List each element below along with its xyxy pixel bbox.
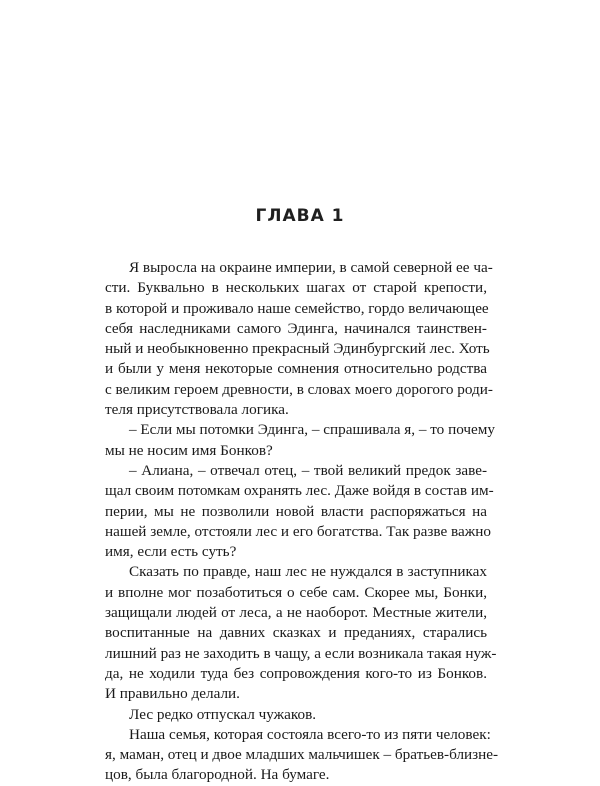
text-line: и были у меня некоторые сомнения относительно родства [105, 360, 487, 378]
text-line: – Алиана, – отвечал отец, – твой великий предок заве- [129, 461, 487, 479]
text-line: и вполне мог позаботиться о себе сам. Скорее мы, Бонки, [105, 583, 487, 601]
text-line: цов, была благородной. На бумаге. [105, 766, 330, 784]
text-line: мы не носим имя Бонков? [105, 441, 273, 459]
text-line: теля присутствовала логика. [105, 401, 289, 419]
text-line: я, маман, отец и двое младших мальчишек – братьев-близне- [105, 746, 499, 764]
text-line: щал своим потомкам охранять лес. Даже войдя в состав им- [105, 482, 494, 500]
text-line: перии, мы не позволили новой власти распоряжаться на [105, 502, 487, 520]
text-line: Наша семья, которая состояла всего-то из пяти человек: [129, 725, 491, 743]
text-line: имя, если есть суть? [105, 543, 237, 561]
text-line: Сказать по правде, наш лес не нуждался в заступниках [129, 563, 487, 581]
text-line: в которой и проживало наше семейство, гордо величающее [105, 299, 489, 317]
text-line: да, не ходили туда без сопровождения кого-то из Бонков. [105, 664, 487, 682]
text-line: себя наследниками самого Эдинга, начинался таинствен- [105, 319, 487, 337]
text-line: с великим героем древности, в словах моего дорогого роди- [105, 380, 493, 398]
text-line: защищали людей от леса, а не наоборот. Местные жители, [105, 604, 487, 622]
text-line: И правильно делали. [105, 685, 240, 703]
text-line: воспитанные на давних сказках и преданиях, старались [105, 624, 487, 642]
text-line: Лес редко отпускал чужаков. [129, 705, 317, 723]
text-line: лишний раз не заходить в чащу, а если возникала такая нуж- [105, 644, 497, 662]
chapter-title: ГЛАВА 1 [255, 206, 345, 226]
text-line: – Если мы потомки Эдинга, – спрашивала я, – то почему [129, 421, 495, 439]
text-line: ный и необыкновенно прекрасный Эдинбургский лес. Хоть [105, 340, 490, 358]
text-line: сти. Буквально в нескольких шагах от старой крепости, [105, 279, 487, 297]
text-line: нашей земле, отстояли лес и его богатства. Так разве важно [105, 522, 491, 540]
chapter-text [105, 258, 499, 786]
text-line: Я выросла на окраине империи, в самой северной ее ча- [129, 259, 493, 276]
